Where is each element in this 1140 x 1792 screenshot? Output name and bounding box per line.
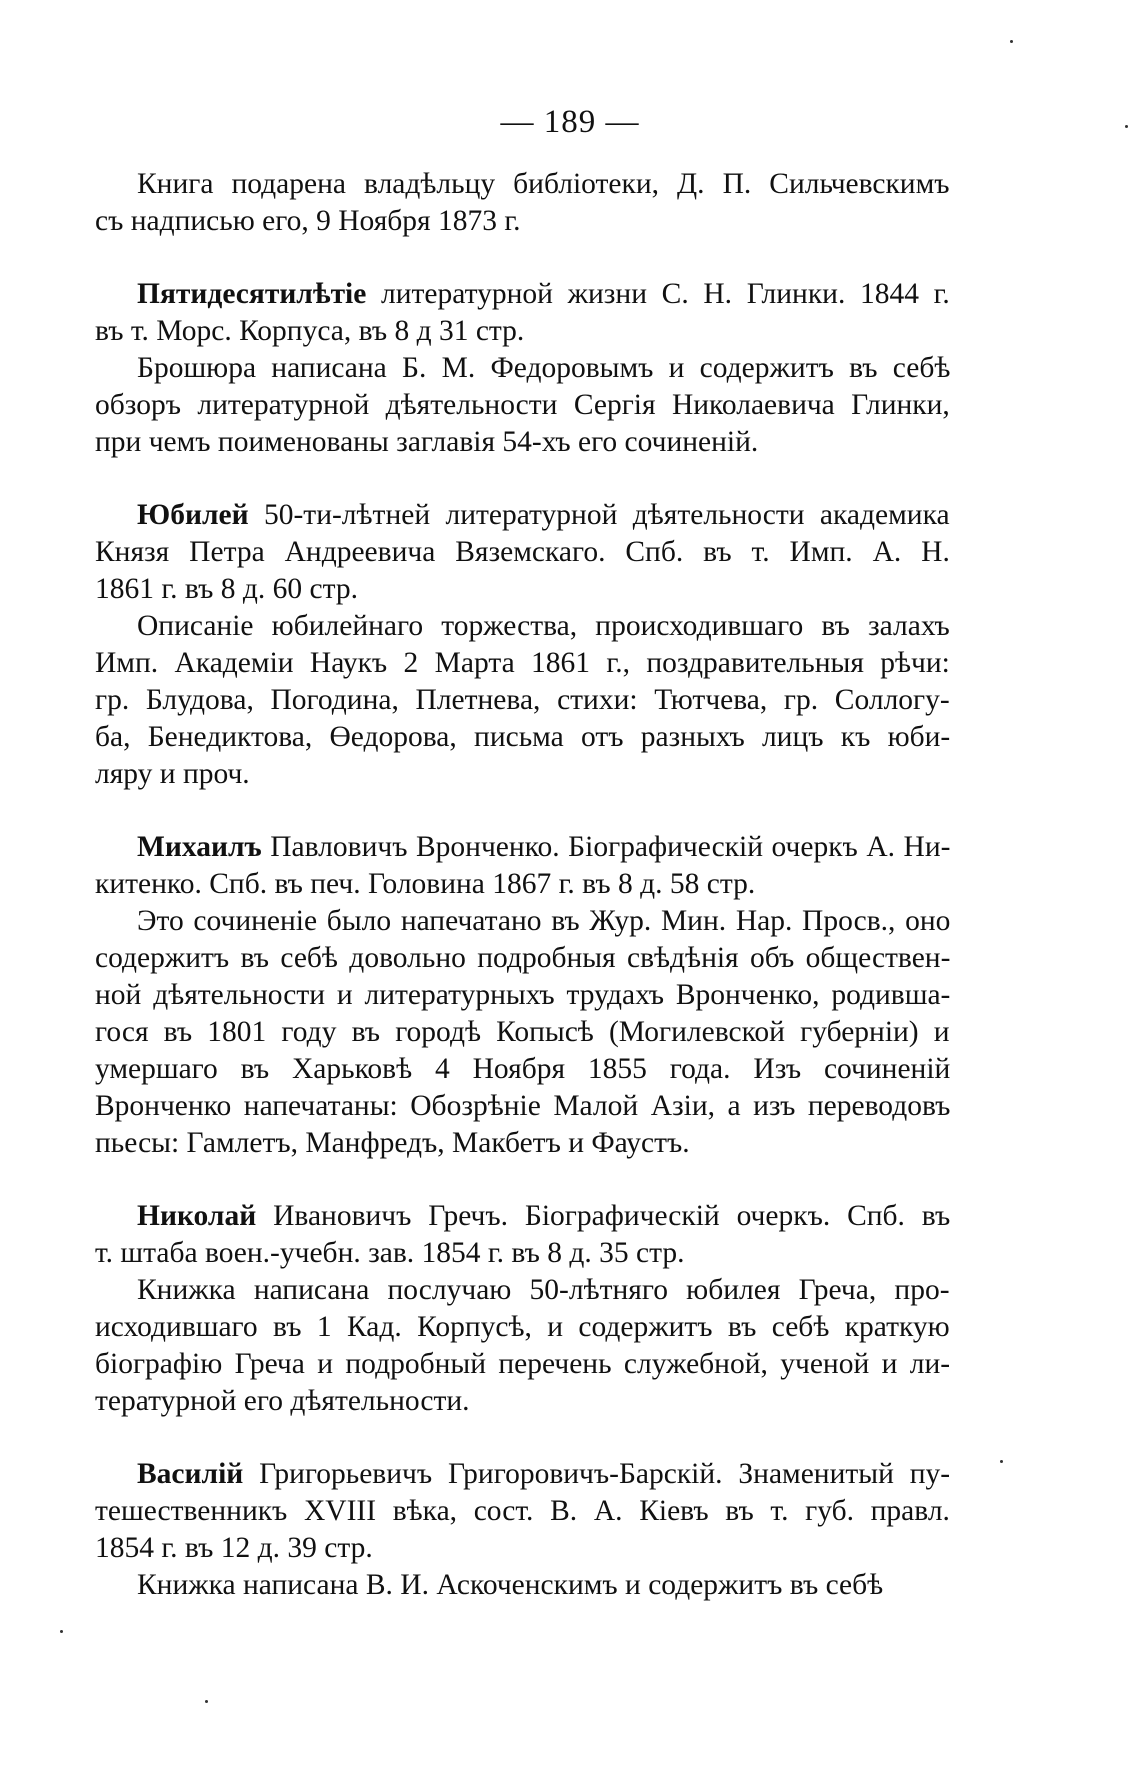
text-line: т. штаба воен.-учебн. зав. 1854 г. въ 8 д. 35 стр. xyxy=(95,1237,685,1269)
entry-lead-word: Михаилъ xyxy=(137,831,262,863)
entry-vronchenko xyxy=(95,829,950,1162)
text-line: Книжка написана В. И. Аскоченскимъ и содержитъ въ себѣ xyxy=(137,1569,884,1601)
text-line: съ надписью его, 9 Ноября 1873 г. xyxy=(95,205,521,237)
text-line: при чемъ поименованы заглавія 54-хъ его сочиненій. xyxy=(95,426,759,458)
text-line: гося въ 1801 году въ городѣ Копысѣ (Могилевской губерніи) и xyxy=(95,1016,950,1048)
text-line: Книжка написана послучаю 50-лѣтняго юбилея Греча, про- xyxy=(137,1274,950,1306)
text-line: литературной жизни С. Н. Глинки. 1844 г. xyxy=(366,278,950,310)
text-line: обзоръ литературной дѣятельности Сергія Николаевича Глинки, xyxy=(95,389,950,421)
entry-lead-word: Николай xyxy=(137,1200,257,1232)
text-line: Григорьевичъ Григоровичъ-Барскій. Знаменитый пу- xyxy=(243,1458,951,1490)
entry-heading-line xyxy=(95,1198,950,1235)
page-body xyxy=(95,166,950,1640)
entry-lead-word: Василій xyxy=(137,1458,244,1490)
text-line: содержитъ въ себѣ довольно подробныя свѣдѣнія объ обществен- xyxy=(95,942,951,974)
text-line: Брошюра написана Б. М. Федоровымъ и содержитъ въ себѣ xyxy=(137,352,951,384)
entry-heading-line xyxy=(95,1456,950,1493)
text-line: 50-ти-лѣтней литературной дѣятельности академика xyxy=(248,499,950,531)
page-number: — 189 — xyxy=(500,104,640,140)
text-line: Павловичъ Вронченко. Біографическій очеркъ А. Ни- xyxy=(261,831,951,863)
text-line: Князя Петра Андреевича Вяземскаго. Спб. въ т. Имп. А. Н. xyxy=(95,536,950,568)
text-line: въ т. Морс. Корпуса, въ 8 д 31 стр. xyxy=(95,315,525,347)
entry-grigorovich-barsky xyxy=(95,1456,950,1604)
entry-lead-word: Юбилей xyxy=(137,499,249,531)
text-line: исходившаго въ 1 Кад. Корпусѣ, и содержитъ въ себѣ краткую xyxy=(95,1311,950,1343)
entry-heading-line xyxy=(95,276,950,313)
text-line: тературной его дѣятельности. xyxy=(95,1385,470,1417)
text-line: Ивановичъ Гречъ. Біографическій очеркъ. Спб. въ xyxy=(256,1200,951,1232)
text-line: біографію Греча и подробный перечень служебной, ученой и ли- xyxy=(95,1348,951,1380)
text-line: Вронченко напечатаны: Обозрѣніе Малой Азіи, а изъ переводовъ xyxy=(95,1090,951,1122)
text-line: Книга подарена владѣльцу библіотеки, Д. П. Сильчевскимъ xyxy=(137,168,950,200)
text-line: ба, Бенедиктова, Өедорова, письма отъ разныхъ лицъ къ юби- xyxy=(95,721,951,753)
text-line: 1861 г. въ 8 д. 60 стр. xyxy=(95,573,358,605)
entry-vyazemsky xyxy=(95,497,950,793)
entry-heading-line xyxy=(95,829,950,866)
scan-speck xyxy=(1000,1460,1003,1463)
text-line: пьесы: Гамлетъ, Манфредъ, Макбетъ и Фаустъ. xyxy=(95,1127,690,1159)
entry-grech xyxy=(95,1198,950,1420)
text-line: Имп. Академіи Наукъ 2 Марта 1861 г., поздравительныя рѣчи: xyxy=(95,647,950,679)
scan-speck xyxy=(1125,125,1128,128)
text-line: китенко. Спб. въ печ. Головина 1867 г. въ 8 д. 58 стр. xyxy=(95,868,756,900)
text-line: Это сочиненіе было напечатано въ Жур. Мин. Нар. Просв., оно xyxy=(137,905,951,937)
text-line: тешественникъ XVIII вѣка, сост. В. А. Кіевъ въ т. губ. правл. xyxy=(95,1495,950,1527)
entry-gift-note xyxy=(95,166,950,240)
scan-speck xyxy=(60,1630,63,1633)
text-line: ляру и проч. xyxy=(95,758,250,790)
text-line: 1854 г. въ 12 д. 39 стр. xyxy=(95,1532,373,1564)
entry-heading-line xyxy=(95,497,950,534)
scan-speck xyxy=(1010,40,1013,43)
entry-glinka xyxy=(95,276,950,461)
scan-speck xyxy=(205,1700,208,1703)
text-line: ной дѣятельности и литературныхъ трудахъ Вронченко, родивша- xyxy=(95,979,951,1011)
text-line: гр. Блудова, Погодина, Плетнева, стихи: Тютчева, гр. Соллогу- xyxy=(95,684,950,716)
text-line: Описаніе юбилейнаго торжества, происходившаго въ залахъ xyxy=(137,610,950,642)
entry-lead-word: Пятидесятилѣтіе xyxy=(137,278,367,310)
text-line: умершаго въ Харьковѣ 4 Ноября 1855 года. Изъ сочиненій xyxy=(95,1053,951,1085)
